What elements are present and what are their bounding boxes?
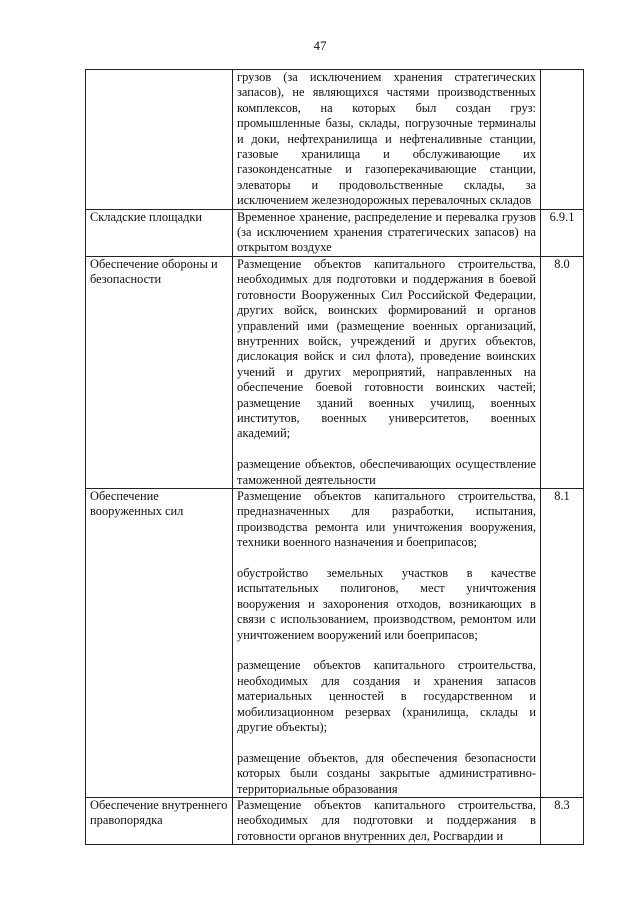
- use-description: [233, 70, 541, 210]
- use-code: 6.9.1: [541, 209, 584, 256]
- table-row: [86, 798, 584, 845]
- page-number: 47: [313, 38, 327, 53]
- table-row: [86, 256, 584, 488]
- use-type-name: [86, 70, 233, 210]
- table-body: [86, 70, 584, 845]
- use-type-name: Складские площадки: [86, 209, 233, 256]
- description-paragraph: Временное хранение, распределение и перевалка грузов (за исключением хранения стратегических запасов) на открытом воздухе: [237, 209, 536, 255]
- use-description: [233, 256, 541, 488]
- table-row: [86, 488, 584, 797]
- use-description: [233, 488, 541, 797]
- table-row: [86, 70, 584, 210]
- use-code: 8.1: [541, 488, 584, 797]
- use-code: 8.3: [541, 798, 584, 845]
- description-paragraph: Размещение объектов капитального строительства, необходимых для подготовки и поддержания в готовности органов внутренних дел, Росгвардии и: [237, 798, 536, 843]
- description-paragraph: Размещение объектов капитального строительства, необходимых для подготовки и поддержания в боевой готовности Вооруженных Сил Российской Федерации, других войск, воинских формирований и органов управлений ими (размещение военных организаций, внутренних войск, учреждений и других объектов, дислокация войск и сил флота), проведение воинских учений и других мероприятий, направленных на обеспечение боевой готовности воинских частей; размещение зданий военных училищ, военных институтов, военных университетов, военных академий;: [237, 256, 536, 441]
- description-paragraph: грузов (за исключением хранения стратегических запасов), не являющихся частями производственных комплексов, на которых был создан груз: промышленные базы, склады, погрузочные терминалы и доки, нефтехранилища и нефтеналивные станции, газовые хранилища и обслуживающие их газоконденсатные и газоперекачивающие станции, элеваторы и продовольственные склады, за исключением железнодорожных перевалочных складов: [237, 70, 536, 208]
- description-paragraph: размещение объектов, обеспечивающих осуществление таможенной деятельности: [237, 457, 536, 487]
- description-paragraph: размещение объектов капитального строительства, необходимых для создания и хранения запасов материальных ценностей в государственном и мобилизационном резервах (хранилища, склады и другие объекты);: [237, 658, 536, 735]
- description-paragraph: размещение объектов, для обеспечения безопасности которых были созданы закрытые административно-территориальные образования: [237, 750, 536, 796]
- use-type-name: Обеспечение обороны и безопасности: [86, 256, 233, 488]
- description-paragraph: обустройство земельных участков в качестве испытательных полигонов, мест уничтожения вооружения и захоронения отходов, возникающих в связи с использованием, производством, ремонтом или уничтожением вооружений или боеприпасов;: [237, 565, 536, 642]
- table-row: [86, 209, 584, 256]
- use-description: [233, 209, 541, 256]
- use-code: 8.0: [541, 256, 584, 488]
- use-code: [541, 70, 584, 210]
- land-use-table: [85, 69, 584, 845]
- use-description: [233, 798, 541, 845]
- description-paragraph: Размещение объектов капитального строительства, предназначенных для разработки, испытания, производства ремонта или уничтожения вооружения, техники военного назначения и боеприпасов;: [237, 488, 536, 550]
- use-type-name: Обеспечение внутреннего правопорядка: [86, 798, 233, 845]
- use-type-name: Обеспечение вооруженных сил: [86, 488, 233, 797]
